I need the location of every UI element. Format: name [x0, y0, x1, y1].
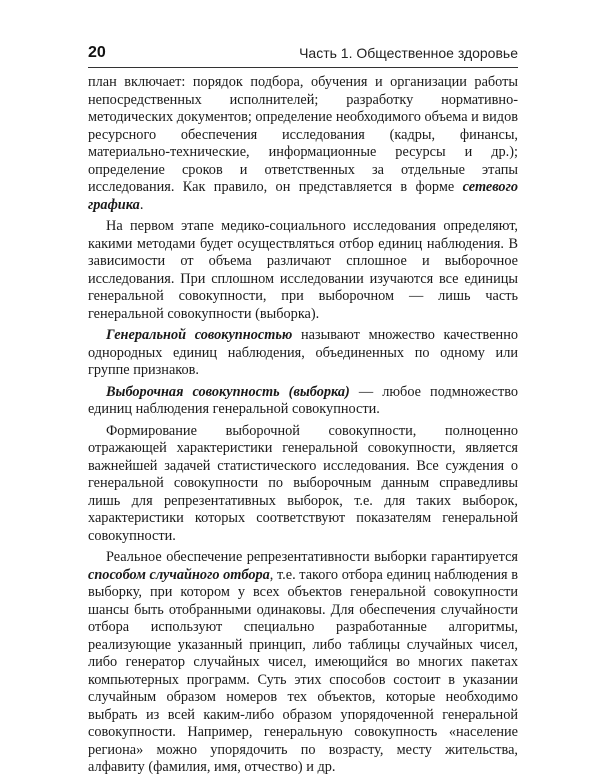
body-text — [88, 74, 518, 781]
running-header — [88, 44, 518, 66]
paragraph-text: Реальное обеспечение репрезентативности выборки гарантируется — [106, 549, 518, 565]
term-network-schedule: сетевого графика — [88, 179, 518, 213]
paragraph-text: называют множество качественно однородных единиц наблюдения, объединенных по одному или группе признаков. — [88, 327, 518, 378]
part-title: Часть 1. Общественное здоровье — [299, 45, 518, 61]
paragraph-text: Формирование выборочной совокупности, полноценно отражающей характеристики генеральной совокупности, является важнейшей задачей статистического исследования. Все суждения о генеральной совокупности по выборочным данным справедливы лишь для репрезентативных выборок, т.е. для таких выборок, характеристики которых соответствуют показателям генеральной совокупности. — [88, 422, 518, 544]
paragraph-text: — любое подмножество единиц наблюдения генеральной совокупности. — [88, 383, 518, 417]
paragraph-text: , т.е. такого отбора единиц наблюдения в выборку, при котором у всех объектов генеральной совокупности шансы быть отобранными одинаковы. Для обеспечения случайности отбора используют специально разработанные алгоритмы, реализующие указанный принцип, либо таблицы случайных чисел, либо генератор случайных чисел, имеющийся во многих пакетах компьютерных программ. Суть этих способов состоит в указании случайным образом номеров тех объектов, которые необходимо выбрать из всей каким-либо образом упорядоченной генеральной совокупности. Например, генеральную совокупность «население региона» можно упорядочить по возрасту, месту жительства, алфавиту (фамилия, имя, отчество) и др. — [88, 566, 518, 775]
definition-general-population — [88, 327, 518, 380]
header-rule — [88, 67, 518, 68]
paragraph-text: план включает: порядок подбора, обучения и организации работы непосредственных исполнителей; разработку нормативно-методических документов; определение необходимого объема и видов ресурсного обеспечения исследования (кадры, финансы, материально-технические, информационные ресурсы и др.); определение сроков и ответственных за отдельные этапы исследования. Как правило, он представляется в форме — [88, 74, 518, 195]
paragraph — [88, 423, 518, 546]
term-general-population: Генеральной совокупностью — [106, 327, 293, 343]
definition-sample — [88, 384, 518, 419]
paragraph — [88, 218, 518, 323]
term-random-selection: способом случайного отбора — [88, 566, 270, 583]
paragraph-text: . — [139, 196, 144, 213]
paragraph-continued — [88, 74, 518, 214]
term-sample: Выборочная совокупность (выборка) — [106, 383, 350, 400]
page-number: 20 — [88, 44, 106, 61]
paragraph-text: На первом этапе медико-социального исследования определяют, какими методами будет осуществляться отбор единиц наблюдения. В зависимости от объема различают сплошное и выборочное исследования. При сплошном исследовании изучаются все единицы генеральной совокупности, при выборочном — лишь часть генеральной совокупности (выборка). — [88, 218, 518, 322]
paragraph — [88, 549, 518, 777]
